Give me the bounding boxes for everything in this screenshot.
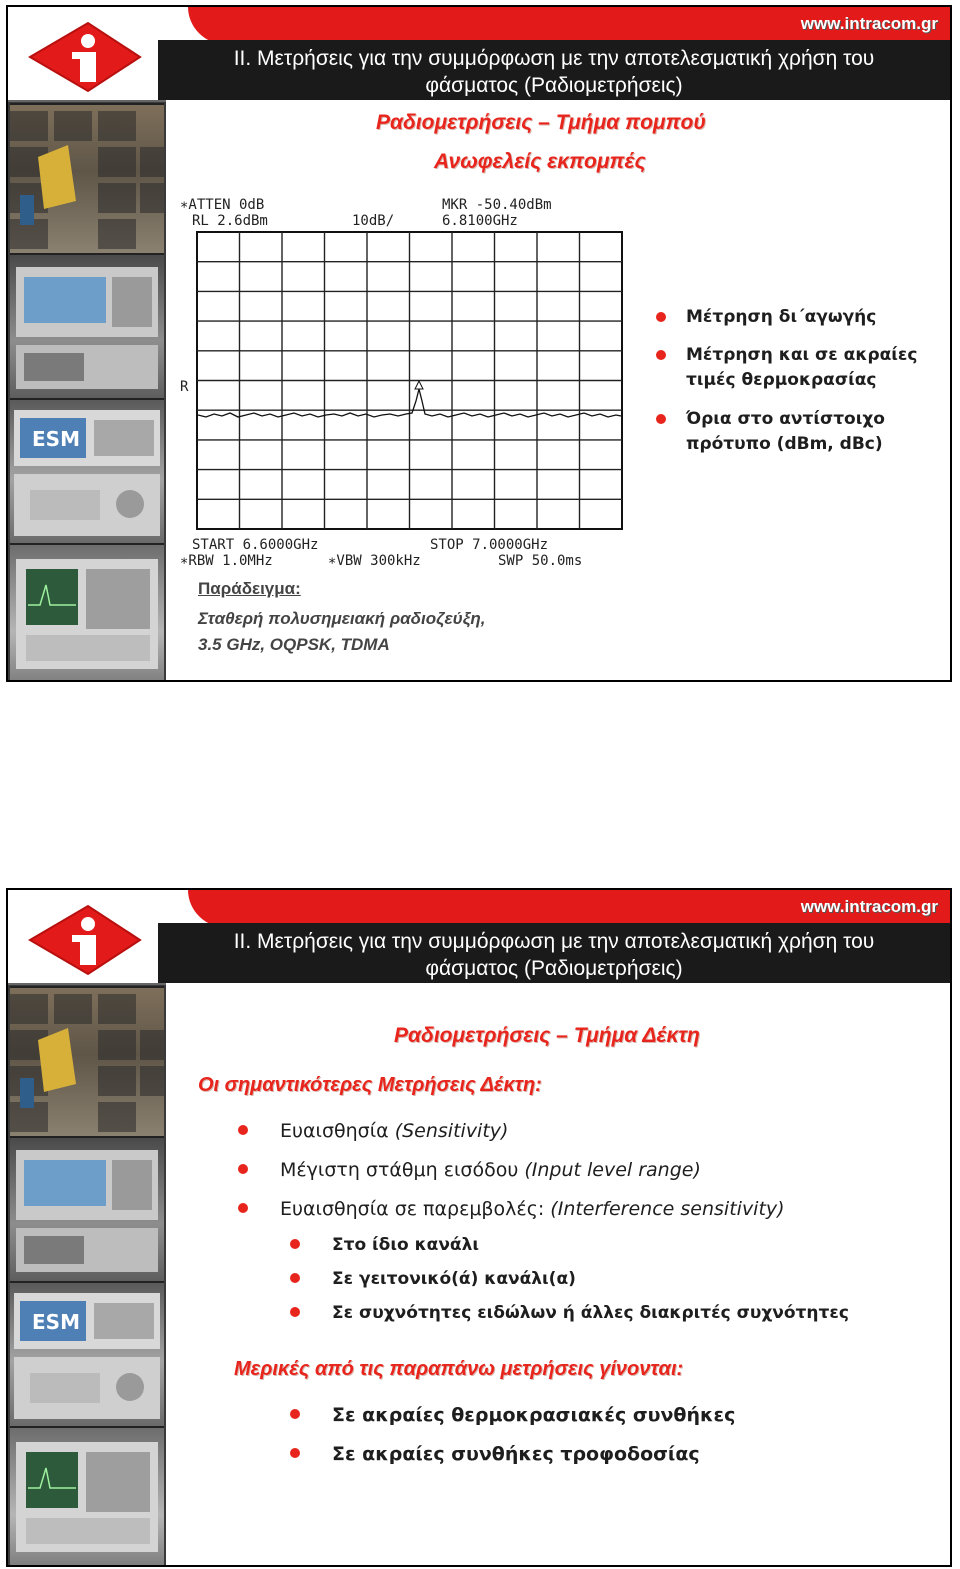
photo-spectrum-analyzer <box>10 1426 164 1567</box>
equipment-photo-strip <box>8 890 166 1565</box>
analyzer-stop-freq: STOP 7.0000GHz <box>430 537 549 553</box>
analyzer-vbw: ∗VBW 300kHz <box>328 553 421 569</box>
analyzer-start-freq: START 6.6000GHz <box>192 537 319 553</box>
red-dot-bullet-icon <box>290 1307 300 1317</box>
analyzer-scale: 10dB/ <box>352 213 395 229</box>
svg-text:ESM: ESM <box>32 427 80 451</box>
photo-anechoic-chamber <box>10 986 164 1136</box>
red-dot-bullet-icon <box>290 1409 300 1419</box>
example-line-2: 3.5 GHz, OQPSK, TDMA <box>198 635 390 654</box>
section-subheading: Ανωφελείς εκπομπές <box>434 150 646 173</box>
website-url[interactable]: www.intracom.gr <box>800 897 938 916</box>
svg-text:ESM: ESM <box>32 1310 80 1334</box>
analyzer-ref-level: RL 2.6dBm <box>192 213 268 229</box>
analyzer-marker-level: MKR -50.40dBm <box>442 197 552 213</box>
analyzer-atten: ∗ATTEN 0dB <box>180 197 265 213</box>
red-dot-bullet-icon <box>238 1203 248 1213</box>
section-heading: Ραδιομετρήσεις – Τμήμα πομπού <box>376 111 706 134</box>
analyzer-sweep: SWP 50.0ms <box>498 553 583 569</box>
conditions-heading: Μερικές από τις παραπάνω μετρήσεις γίνονται: <box>234 1358 684 1380</box>
red-dot-bullet-icon <box>656 414 666 424</box>
equipment-photo-strip <box>8 7 166 680</box>
red-dot-bullet-icon <box>290 1448 300 1458</box>
analyzer-ref-marker: R <box>180 379 189 395</box>
photo-signal-analyzer <box>10 1136 164 1281</box>
example-line-1: Σταθερή πολυσημειακή ραδιοζεύξη, <box>198 609 486 628</box>
intracom-i-logo-icon <box>8 7 166 100</box>
analyzer-marker-freq: 6.8100GHz <box>442 213 518 229</box>
slide-title: II. Μετρήσεις για την συμμόρφωση με την αποτελεσματική χρήση του φάσματος (Ραδιομετρήσεις) <box>233 930 875 980</box>
photo-anechoic-chamber <box>10 103 164 253</box>
red-dot-bullet-icon <box>656 312 666 322</box>
photo-esm-receiver <box>10 1281 164 1426</box>
intracom-i-logo-icon <box>8 890 166 983</box>
photo-esm-receiver <box>10 398 164 543</box>
analyzer-rbw: ∗RBW 1.0MHz <box>180 553 273 569</box>
red-dot-bullet-icon <box>290 1273 300 1283</box>
slide-receiver: ESM www.intracom.gr II. Μετρήσεις για την συμμόρφωση με την αποτελεσματική χρήση του φάσματος (Ραδιομετρήσεις) Ραδιομετρήσεις – Τμήμα Δέκτη Οι σημαντικότερες Μετρήσεις Δέκτη: Ευαισθησία (Sensitivity) Μέγιστη στάθμη εισόδου (Input level range) Ευαισθησία σε παρεμβολές: (Interference sensitivity) Στο ίδιο κανάλι Σε γειτονικό(ά) κανάλι(α) Σε συχνότητες ειδώλων ή άλλες διακριτές συχνότητες Μερικές από τις παραπάνω μετρήσεις γίνονται: Σε ακραίες θερμοκρασιακές συνθήκες Σε ακραίες συνθήκες τροφοδοσίας <box>6 888 952 1567</box>
section-subheading: Οι σημαντικότερες Μετρήσεις Δέκτη: <box>198 1074 542 1096</box>
section-heading: Ραδιομετρήσεις – Τμήμα Δέκτη <box>394 1024 700 1047</box>
slide-transmitter: ESM www.intracom.gr II. Μετρήσεις για την συμμόρφωση με την αποτελεσματική χρήση του φάσματος (Ραδιομετρήσεις) Ραδιομετρήσεις – Τμήμα πομπού Ανωφελείς εκπομπές ∗ATTEN 0dB RL 2.6dBm 10dB/ MKR -50.40dBm 6.8100GHz R START 6.6000GHz STOP 7.0000GHz ∗RBW 1.0MHz ∗VBW 300kHz SWP 50.0ms Μέτρηση δι΄αγωγής Μέτρηση και σε ακραίες τιμές θερμοκρασίας Όρια στο αντίστοιχο πρότυπο (dBm, dBc) Παράδειγμα: Σταθερή πολυσημειακή ραδιοζεύξη, 3.5 GHz, OQPSK, TDMA <box>6 5 952 682</box>
logo-panel <box>8 7 166 102</box>
photo-spectrum-analyzer <box>10 543 164 682</box>
photo-signal-analyzer <box>10 253 164 398</box>
website-url[interactable]: www.intracom.gr <box>800 14 938 33</box>
example-label: Παράδειγμα: <box>198 579 301 598</box>
red-dot-bullet-icon <box>290 1239 300 1249</box>
slide-title: II. Μετρήσεις για την συμμόρφωση με την αποτελεσματική χρήση του φάσματος (Ραδιομετρήσεις) <box>233 47 875 97</box>
logo-panel <box>8 890 166 985</box>
red-dot-bullet-icon <box>238 1125 248 1135</box>
spectrum-plot <box>196 231 624 531</box>
red-dot-bullet-icon <box>238 1164 248 1174</box>
red-dot-bullet-icon <box>656 350 666 360</box>
